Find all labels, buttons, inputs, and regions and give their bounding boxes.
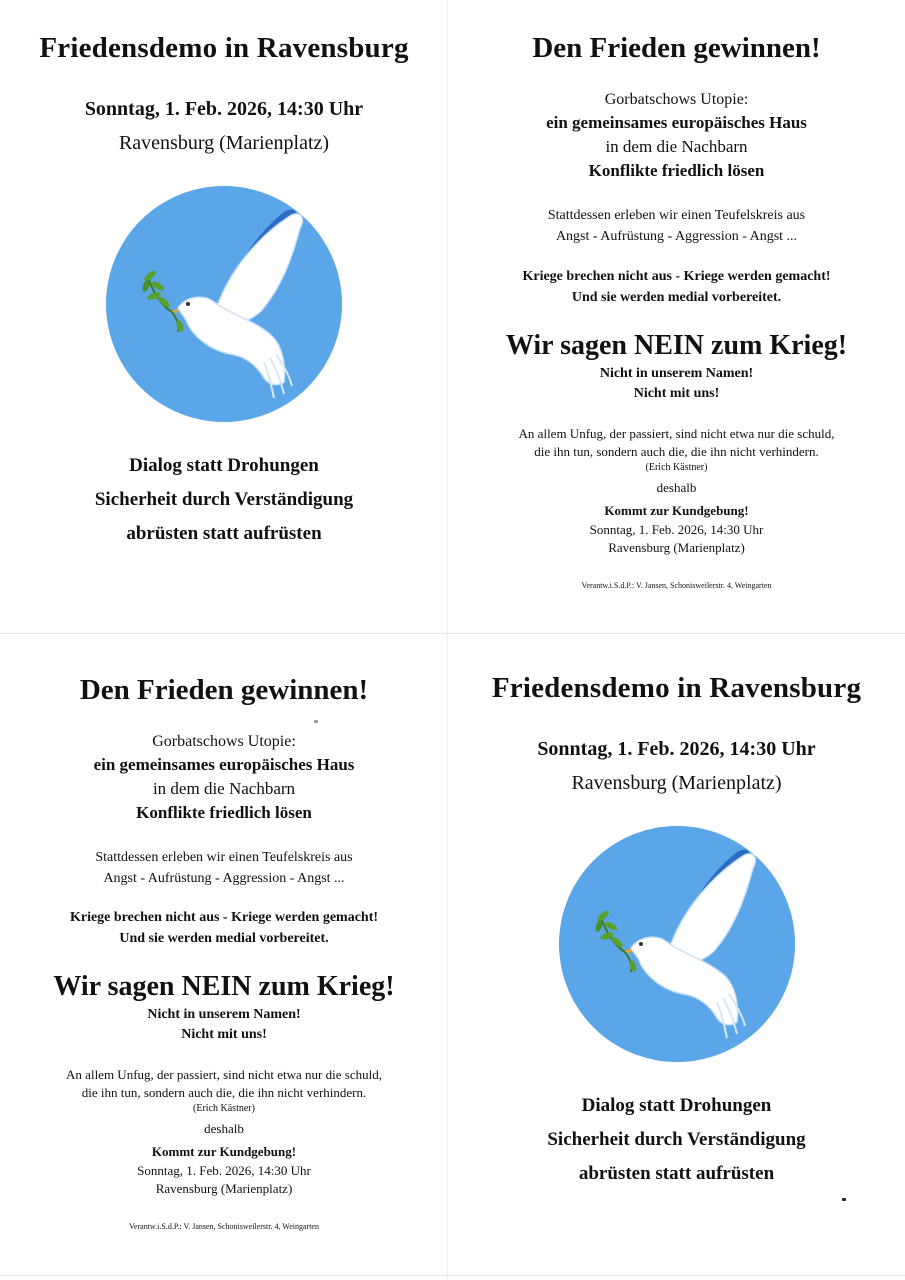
event-place: Ravensburg (Marienplatz) <box>118 132 330 154</box>
fold-line-horizontal <box>0 633 905 634</box>
slogan-line: Sicherheit durch Verständigung <box>547 1129 806 1150</box>
event-place: Ravensburg (Marienplatz) <box>155 1181 293 1196</box>
utopia-end: Konflikte friedlich lösen <box>588 161 765 180</box>
flyer-text-bottom <box>0 638 448 1280</box>
event-date: Sonntag, 1. Feb. 2026, 14:30 Uhr <box>84 98 364 120</box>
flyer-title: Den Frieden gewinnen! <box>79 674 369 706</box>
utopia-end: Konflikte friedlich lösen <box>136 803 312 822</box>
event-date: Sonntag, 1. Feb. 2026, 14:30 Uhr <box>137 1163 311 1178</box>
quote-line: die ihn tun, sondern auch die, die ihn nicht verhindern. <box>534 444 819 459</box>
quote-line: die ihn tun, sondern auch die, die ihn nicht verhindern. <box>81 1085 367 1100</box>
flyer-title: Friedensdemo in Ravensburg <box>39 32 409 64</box>
imprint: Verantw.i.S.d.P.: V. Jansen, Schonisweilerstr. 4, Weingarten <box>129 1222 319 1231</box>
event-place: Ravensburg (Marienplatz) <box>608 540 745 555</box>
therefore: deshalb <box>204 1121 244 1136</box>
flyer-title-dove-top <box>0 0 448 632</box>
slogan-line: Sicherheit durch Verständigung <box>94 489 354 510</box>
flyer-title: Den Frieden gewinnen! <box>532 32 821 64</box>
utopia-bold: ein gemeinsames europäisches Haus <box>546 113 807 132</box>
cycle-line: Stattdessen erleben wir einen Teufelskreis aus <box>95 850 353 865</box>
flyer-title-dove-bottom <box>448 638 905 1280</box>
event-place: Ravensburg (Marienplatz) <box>571 772 782 794</box>
speck <box>314 720 318 723</box>
dove-icon <box>106 186 342 422</box>
imprint: Verantw.i.S.d.P.: V. Jansen, Schonisweilerstr. 4, Weingarten <box>581 581 772 590</box>
dove-icon <box>559 826 795 1062</box>
cycle-line: Angst - Aufrüstung - Aggression - Angst ... <box>555 229 798 244</box>
cycle-line: Stattdessen erleben wir einen Teufelskreis aus <box>547 208 806 223</box>
utopia-mid: in dem die Nachbarn <box>152 779 296 798</box>
war-line: Kriege brechen nicht aus - Kriege werden gemacht! <box>69 910 379 925</box>
no-war-headline: Wir sagen NEIN zum Krieg! <box>53 971 395 1002</box>
war-line: Kriege brechen nicht aus - Kriege werden gemacht! <box>522 269 831 284</box>
not-in-our-name: Nicht in unserem Namen! <box>147 1007 301 1022</box>
therefore: deshalb <box>656 480 697 495</box>
utopia-intro: Gorbatschows Utopie: <box>152 733 296 750</box>
quote-line: An allem Unfug, der passiert, sind nicht etwa nur die schuld, <box>66 1067 382 1082</box>
war-line: Und sie werden medial vorbereitet. <box>119 931 329 946</box>
slogan-line: abrüsten statt aufrüsten <box>126 523 322 544</box>
speck <box>842 1198 846 1201</box>
call-to-rally: Kommt zur Kundgebung! <box>151 1144 297 1159</box>
flyer-title: Friedensdemo in Ravensburg <box>491 672 862 704</box>
slogan-line: abrüsten statt aufrüsten <box>578 1163 775 1184</box>
quote-author: (Erich Kästner) <box>193 1103 255 1114</box>
utopia-mid: in dem die Nachbarn <box>605 137 748 156</box>
not-with-us: Nicht mit uns! <box>181 1027 267 1042</box>
event-date: Sonntag, 1. Feb. 2026, 14:30 Uhr <box>589 522 764 537</box>
quote-line: An allem Unfug, der passiert, sind nicht etwa nur die schuld, <box>518 426 835 441</box>
not-in-our-name: Nicht in unserem Namen! <box>599 366 754 381</box>
utopia-bold: ein gemeinsames europäisches Haus <box>93 755 355 774</box>
utopia-intro: Gorbatschows Utopie: <box>604 91 749 108</box>
war-line: Und sie werden medial vorbereitet. <box>571 290 782 305</box>
event-date: Sonntag, 1. Feb. 2026, 14:30 Uhr <box>537 738 816 760</box>
cycle-line: Angst - Aufrüstung - Aggression - Angst ... <box>103 871 345 886</box>
no-war-headline: Wir sagen NEIN zum Krieg! <box>505 330 848 361</box>
call-to-rally: Kommt zur Kundgebung! <box>604 503 749 518</box>
flyer-text-top <box>448 0 905 632</box>
slogan-line: Dialog statt Drohungen <box>581 1095 772 1116</box>
quote-author: (Erich Kästner) <box>645 462 708 473</box>
not-with-us: Nicht mit uns! <box>633 386 720 401</box>
slogan-line: Dialog statt Drohungen <box>129 455 319 476</box>
